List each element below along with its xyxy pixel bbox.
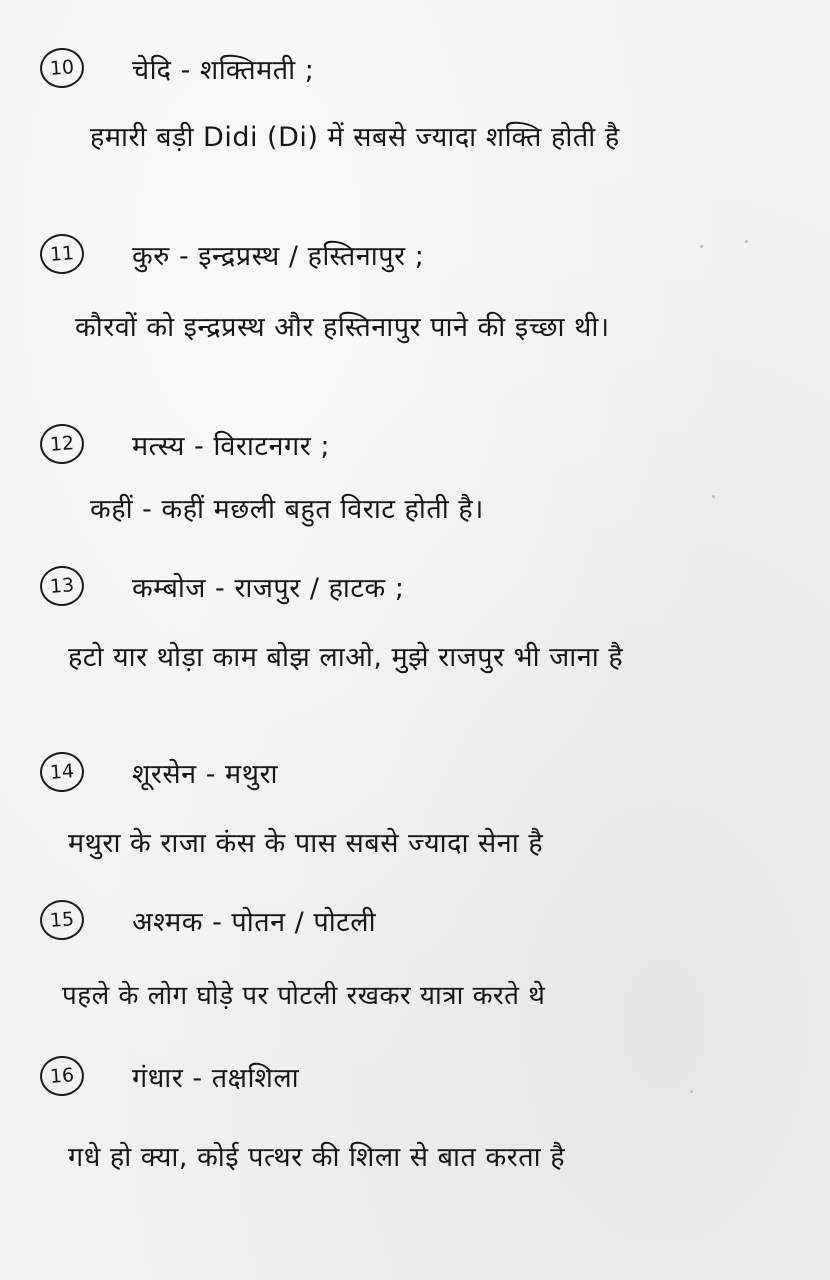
entry-12-title: मत्स्य - विराटनगर ; bbox=[132, 430, 330, 462]
entry-16-number-badge: 16 bbox=[39, 1055, 86, 1098]
paper-speck bbox=[712, 495, 715, 498]
paper-speck bbox=[700, 245, 703, 248]
entry-16-title: गंधार - तक्षशिला bbox=[132, 1062, 300, 1094]
entry-14-description: मथुरा के राजा कंस के पास सबसे ज्यादा सेना है bbox=[68, 828, 544, 859]
entry-10-description: हमारी बड़ी Didi (Di) में सबसे ज्यादा शक्ति होती है bbox=[90, 122, 620, 153]
entry-10-heading bbox=[40, 48, 314, 88]
entry-14-heading bbox=[40, 752, 278, 792]
entry-10-title: चेदि - शक्तिमती ; bbox=[132, 54, 315, 86]
entry-13-number-badge: 13 bbox=[39, 565, 86, 608]
paper-speck bbox=[745, 240, 748, 243]
entry-15-title: अश्मक - पोतन / पोटली bbox=[132, 906, 377, 938]
entry-10-number-badge: 10 bbox=[39, 47, 86, 90]
entry-15-heading bbox=[40, 900, 376, 940]
entry-15-number-badge: 15 bbox=[39, 899, 86, 942]
entry-11-number-badge: 11 bbox=[39, 233, 86, 276]
entry-12-number-badge: 12 bbox=[39, 423, 86, 466]
entry-16-description: गधे हो क्या, कोई पत्थर की शिला से बात करता है bbox=[68, 1142, 566, 1173]
entry-11-description: कौरवों को इन्द्रप्रस्थ और हस्तिनापुर पाने की इच्छा थी। bbox=[75, 312, 610, 343]
paper-speck bbox=[690, 1090, 693, 1093]
entry-14-title: शूरसेन - मथुरा bbox=[132, 758, 278, 790]
entry-13-title: कम्बोज - राजपुर / हाटक ; bbox=[132, 572, 405, 604]
entry-11-title: कुरु - इन्द्रप्रस्थ / हस्तिनापुर ; bbox=[132, 240, 425, 272]
entry-16-heading bbox=[40, 1056, 299, 1096]
entry-15-description: पहले के लोग घोड़े पर पोटली रखकर यात्रा करते थे bbox=[62, 981, 546, 1011]
entry-11-heading bbox=[40, 234, 424, 274]
entry-14-number-badge: 14 bbox=[39, 751, 86, 794]
entry-12-heading bbox=[40, 424, 330, 464]
entry-12-description: कहीं - कहीं मछली बहुत विराट होती है। bbox=[90, 494, 484, 525]
entry-13-description: हटो यार थोड़ा काम बोझ लाओ, मुझे राजपुर भी जाना है bbox=[68, 642, 624, 673]
entry-13-heading bbox=[40, 566, 404, 606]
